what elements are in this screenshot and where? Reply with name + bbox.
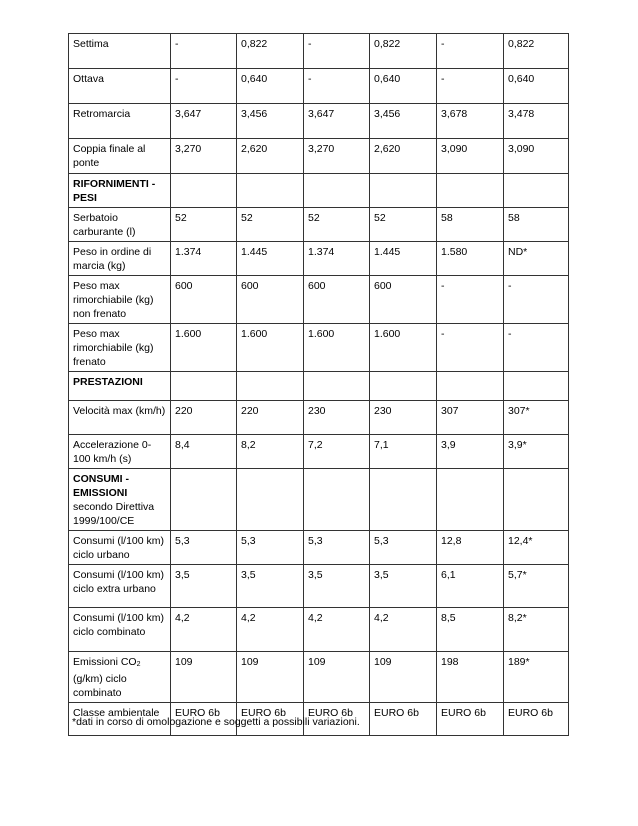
table-cell (370, 174, 437, 208)
table-cell: 3,478 (504, 104, 569, 139)
table-cell: - (437, 276, 504, 324)
table-cell: 0,822 (504, 34, 569, 69)
table-cell: 600 (304, 276, 370, 324)
table-cell: - (504, 276, 569, 324)
row-label: Coppia finale al ponte (69, 139, 171, 174)
table-cell: 8,2 (237, 435, 304, 469)
table-cell: 1.600 (370, 324, 437, 372)
table-cell: 8,2* (504, 608, 569, 652)
table-cell (171, 372, 237, 401)
row-label: Accelerazione 0-100 km/h (s) (69, 435, 171, 469)
table-cell (437, 372, 504, 401)
table-cell: - (437, 69, 504, 104)
table-cell: 307* (504, 401, 569, 435)
table-cell: 220 (237, 401, 304, 435)
table-cell: 3,270 (171, 139, 237, 174)
table-cell: 7,2 (304, 435, 370, 469)
table-cell: 189* (504, 652, 569, 703)
row-label: Emissioni CO (73, 656, 137, 668)
table-cell (171, 174, 237, 208)
row-label: Classe ambientale (69, 703, 171, 736)
table-cell: 109 (237, 652, 304, 703)
table-cell: 3,647 (304, 104, 370, 139)
table-cell: EURO 6b (171, 703, 237, 736)
table-cell (304, 469, 370, 531)
table-cell: 4,2 (370, 608, 437, 652)
table-cell: - (304, 34, 370, 69)
table-cell: 1.600 (171, 324, 237, 372)
table-row (69, 531, 569, 565)
table-cell: 3,5 (171, 565, 237, 608)
row-label: Consumi (l/100 km) ciclo extra urbano (69, 565, 171, 608)
table-row (69, 565, 569, 608)
row-label: Settima (69, 34, 171, 69)
table-row (69, 401, 569, 435)
table-cell: 3,090 (504, 139, 569, 174)
table-cell: 12,4* (504, 531, 569, 565)
table-cell: 52 (370, 208, 437, 242)
table-row (69, 242, 569, 276)
table-row (69, 435, 569, 469)
table-row (69, 324, 569, 372)
table-cell: 0,640 (370, 69, 437, 104)
table-cell (304, 372, 370, 401)
table-cell: 4,2 (237, 608, 304, 652)
section-heading: RIFORNIMENTI - PESI (69, 174, 171, 208)
table-cell: 3,456 (237, 104, 304, 139)
table-cell: 1.445 (237, 242, 304, 276)
table-cell: 109 (304, 652, 370, 703)
table-cell (171, 469, 237, 531)
row-label-rest: (g/km) ciclo combinato (73, 673, 127, 699)
table-cell: 600 (171, 276, 237, 324)
table-cell: EURO 6b (370, 703, 437, 736)
table-row (69, 69, 569, 104)
table-cell: EURO 6b (237, 703, 304, 736)
table-cell: 3,270 (304, 139, 370, 174)
table-cell: 4,2 (171, 608, 237, 652)
row-label: Ottava (69, 69, 171, 104)
table-cell: 2,620 (237, 139, 304, 174)
footnote: *dati in corso di omologazione e soggetti a possibili variazioni. (72, 716, 360, 728)
table-cell: 1.374 (304, 242, 370, 276)
table-cell: 1.600 (304, 324, 370, 372)
table-cell (304, 174, 370, 208)
table-cell: 109 (171, 652, 237, 703)
section-heading: PRESTAZIONI (69, 372, 171, 401)
table-cell: - (437, 324, 504, 372)
table-cell: ND* (504, 242, 569, 276)
table-cell: 52 (171, 208, 237, 242)
table-cell: - (304, 69, 370, 104)
table-cell: 58 (504, 208, 569, 242)
row-label-cell (69, 652, 171, 703)
specifications-table (68, 33, 569, 736)
table-cell: - (171, 34, 237, 69)
section-header-row (69, 372, 569, 401)
row-label: Consumi (l/100 km) ciclo combinato (69, 608, 171, 652)
table-cell: 307 (437, 401, 504, 435)
table-cell (237, 174, 304, 208)
table-cell: 600 (237, 276, 304, 324)
table-cell: 0,640 (237, 69, 304, 104)
table-cell: 1.580 (437, 242, 504, 276)
table-cell: 1.600 (237, 324, 304, 372)
section-subheading: secondo Direttiva 1999/100/CE (73, 501, 155, 527)
table-cell: 58 (437, 208, 504, 242)
table-cell: 3,9* (504, 435, 569, 469)
table-cell: 3,678 (437, 104, 504, 139)
section-heading-cell (69, 469, 171, 531)
table-row (69, 104, 569, 139)
subscript: 2 (136, 661, 141, 668)
row-label: Consumi (l/100 km) ciclo urbano (69, 531, 171, 565)
table-cell (370, 372, 437, 401)
table-cell: - (171, 69, 237, 104)
table-cell (504, 469, 569, 531)
table-cell: 1.445 (370, 242, 437, 276)
table-cell: EURO 6b (437, 703, 504, 736)
table-cell: 3,456 (370, 104, 437, 139)
table-cell: 8,4 (171, 435, 237, 469)
table-cell: 5,3 (237, 531, 304, 565)
table-row (69, 34, 569, 69)
table-cell: 600 (370, 276, 437, 324)
table-cell: 3,090 (437, 139, 504, 174)
table-cell: - (437, 34, 504, 69)
table-cell: 0,822 (370, 34, 437, 69)
section-heading: CONSUMI - EMISSIONI (73, 473, 129, 499)
table-row (69, 276, 569, 324)
table-cell: EURO 6b (504, 703, 569, 736)
table-cell: 3,5 (237, 565, 304, 608)
row-label: Retromarcia (69, 104, 171, 139)
row-label: Peso max rimorchiabile (kg) non frenato (69, 276, 171, 324)
table-cell (437, 174, 504, 208)
table-cell (370, 469, 437, 531)
table-cell: 5,7* (504, 565, 569, 608)
table-row (69, 139, 569, 174)
table-cell: 6,1 (437, 565, 504, 608)
table-cell: 109 (370, 652, 437, 703)
table-cell: 5,3 (171, 531, 237, 565)
section-header-row (69, 174, 569, 208)
table-cell (504, 174, 569, 208)
row-label: Velocità max (km/h) (69, 401, 171, 435)
table-cell: 5,3 (370, 531, 437, 565)
table-cell: 2,620 (370, 139, 437, 174)
table-cell: 52 (237, 208, 304, 242)
table-cell: 7,1 (370, 435, 437, 469)
table-cell (504, 372, 569, 401)
table-cell: 3,9 (437, 435, 504, 469)
table-cell: EURO 6b (304, 703, 370, 736)
table-cell: 12,8 (437, 531, 504, 565)
table-cell: 8,5 (437, 608, 504, 652)
row-label: Serbatoio carburante (l) (69, 208, 171, 242)
table-cell: 0,822 (237, 34, 304, 69)
table-row (69, 652, 569, 703)
table-cell: 5,3 (304, 531, 370, 565)
table-cell: 3,5 (304, 565, 370, 608)
table-cell: 198 (437, 652, 504, 703)
table-cell: 230 (370, 401, 437, 435)
table-cell: 0,640 (504, 69, 569, 104)
table-cell: 3,647 (171, 104, 237, 139)
table-row (69, 608, 569, 652)
table-cell: 52 (304, 208, 370, 242)
table-row (69, 208, 569, 242)
table-cell (437, 469, 504, 531)
table-cell: 1.374 (171, 242, 237, 276)
row-label: Peso in ordine di marcia (kg) (69, 242, 171, 276)
table-cell: 3,5 (370, 565, 437, 608)
table-cell: 230 (304, 401, 370, 435)
table-cell: - (504, 324, 569, 372)
table-cell (237, 469, 304, 531)
table-cell: 220 (171, 401, 237, 435)
row-label: Peso max rimorchiabile (kg) frenato (69, 324, 171, 372)
section-header-row (69, 469, 569, 531)
table-cell (237, 372, 304, 401)
table-cell: 4,2 (304, 608, 370, 652)
